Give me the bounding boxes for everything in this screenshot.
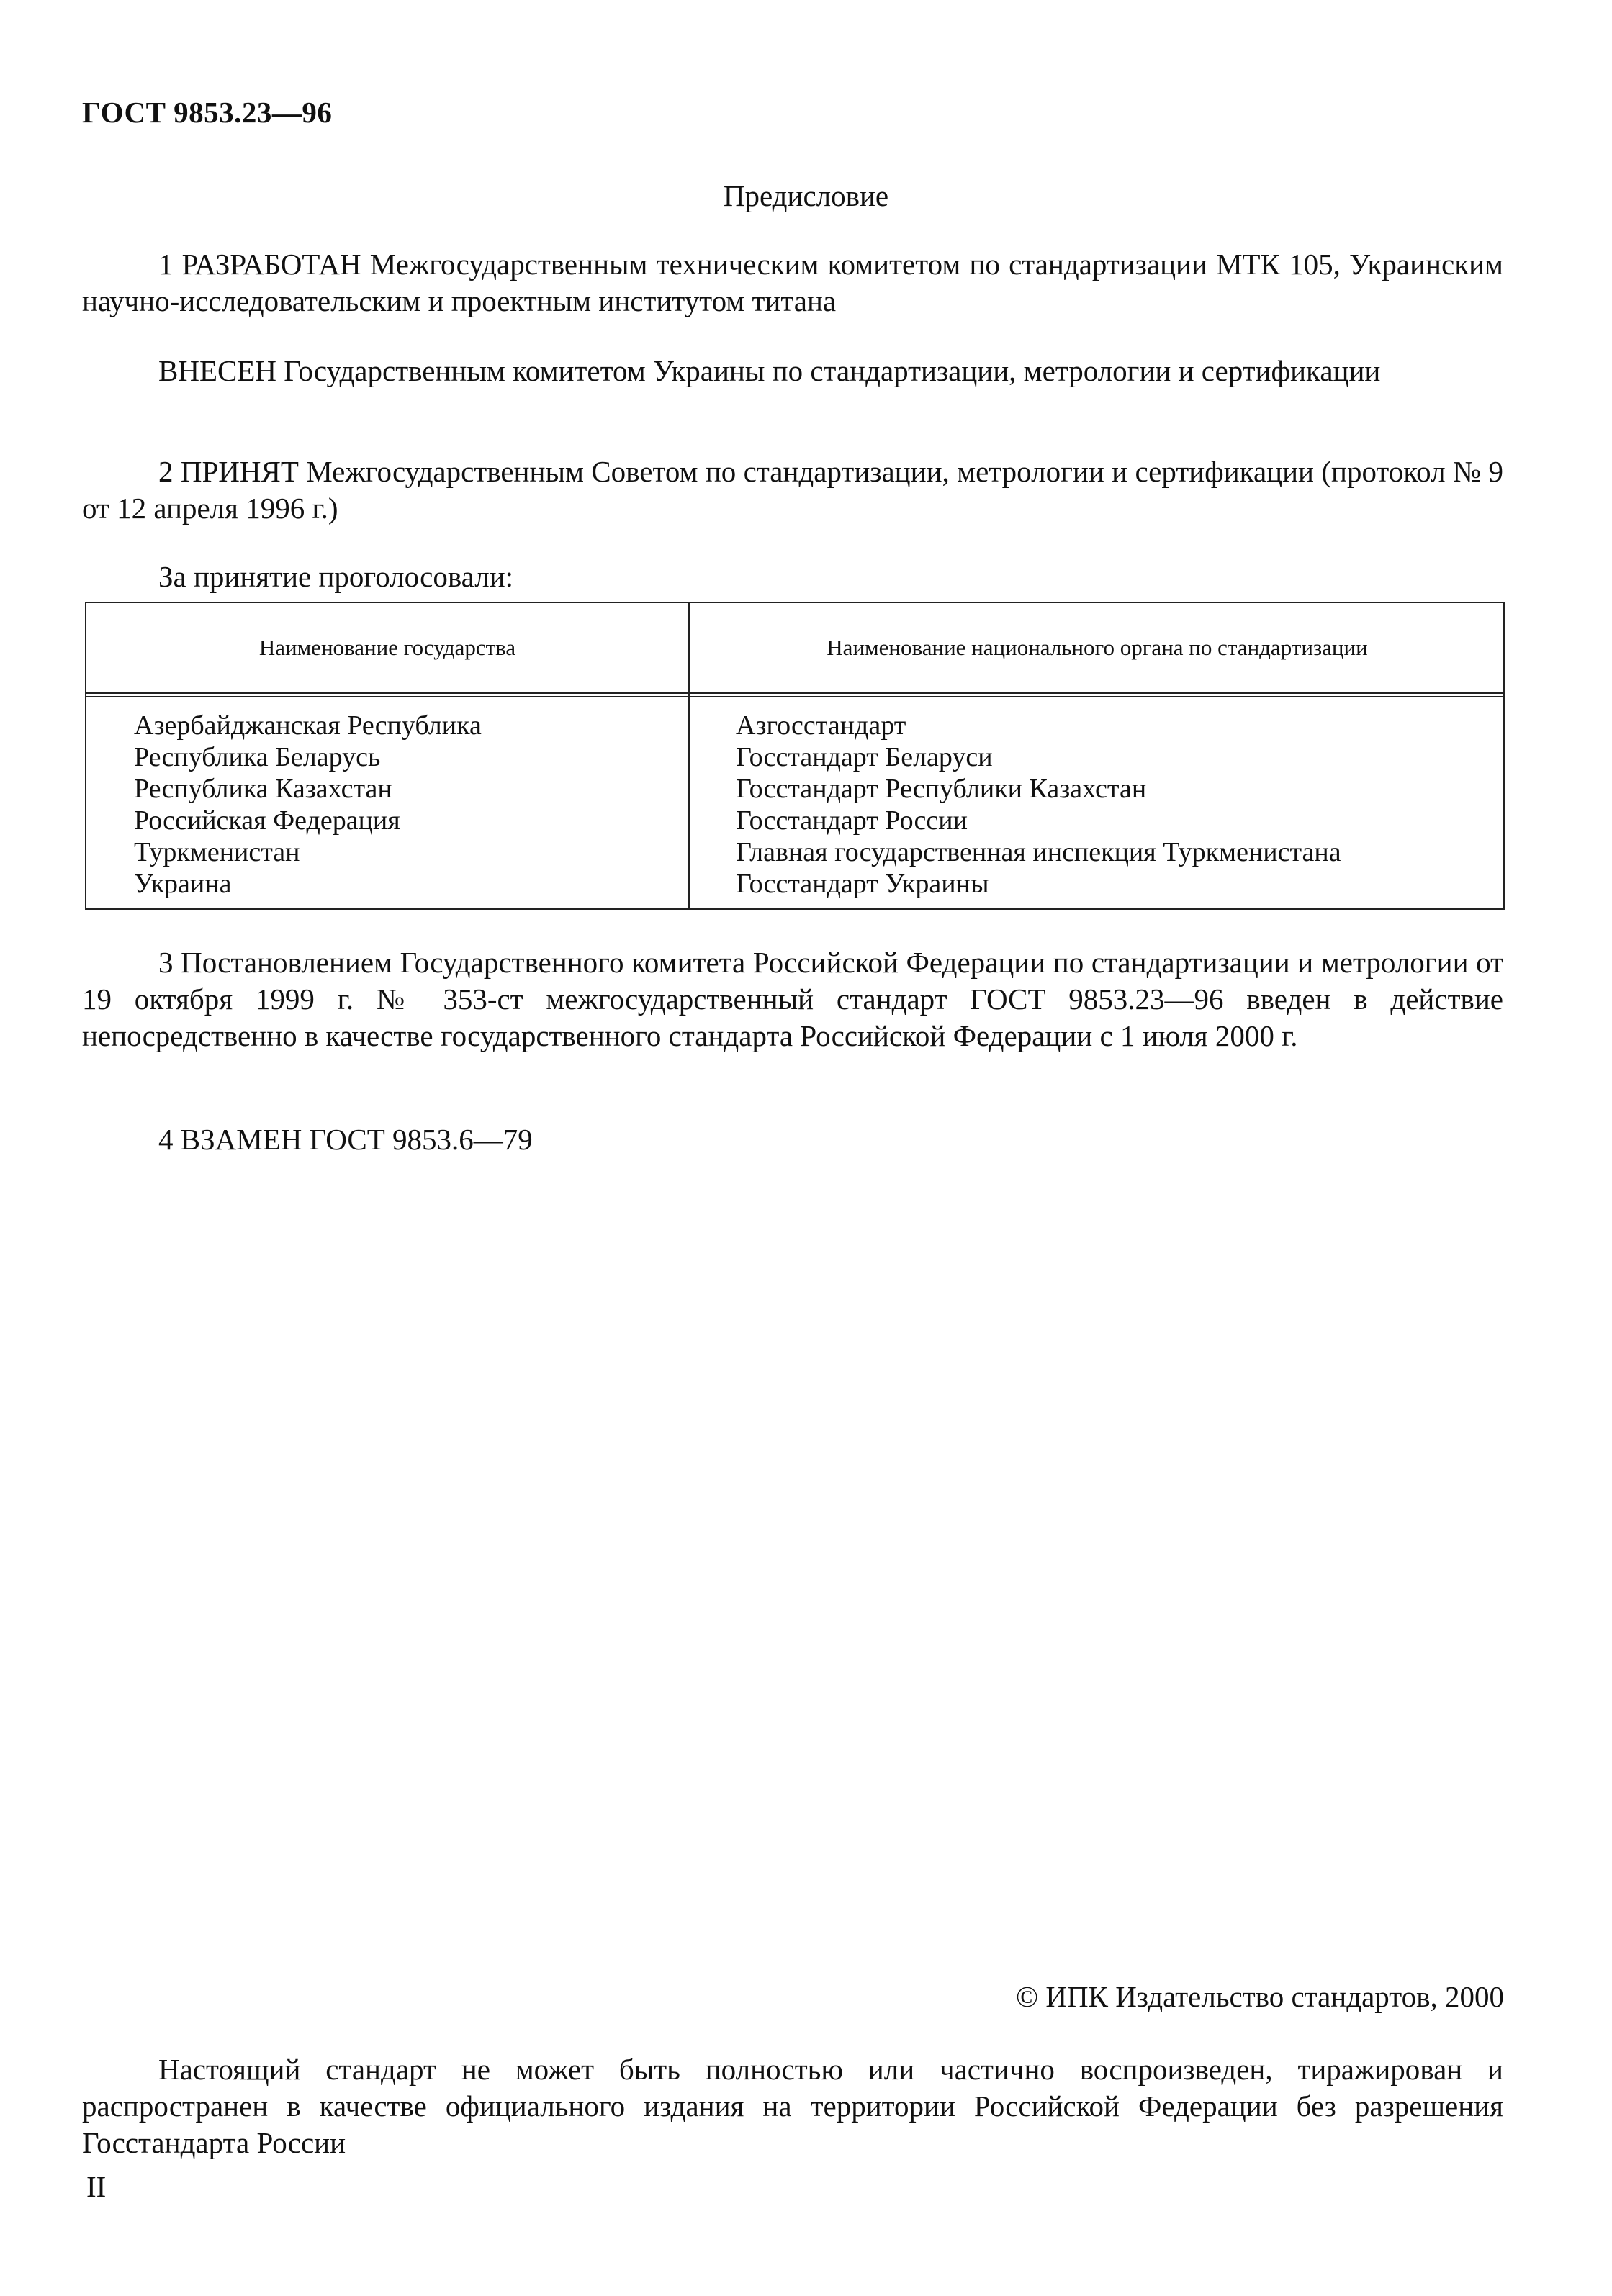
table-cell: Госстандарт Республики Казахстан bbox=[736, 774, 1147, 804]
table-cell: Туркменистан bbox=[134, 837, 300, 867]
table-cell: Республика Казахстан bbox=[134, 774, 392, 804]
table-header-state: Наименование государства bbox=[258, 635, 516, 660]
paragraph-adopted: 2 ПРИНЯТ Межгосударственным Советом по стандартизации, метрологии и сертификации (протокол № 9 от 12 апреля 1996 г.) bbox=[82, 455, 1503, 525]
paragraph-resolution: 3 Постановлением Государственного комитета Российской Федерации по стандартизации и метрологии от 19 октября 1999 г. № 353-ст межгосударственный стандарт ГОСТ 9853.23—96 введен в действие непосредственно в качестве государственного стандарта Российской Федерации с 1 июля 2000 г. bbox=[82, 946, 1503, 1052]
table-header-body: Наименование национального органа по стандартизации bbox=[827, 635, 1368, 660]
paragraph-developed: 1 РАЗРАБОТАН Межгосударственным техническим комитетом по стандартизации МТК 105, Украинским научно-исследовательским и проектным институтом титана bbox=[82, 248, 1503, 317]
table-cell: Азгосстандарт bbox=[736, 710, 906, 741]
table-column-states bbox=[134, 710, 482, 900]
section-title: Предисловие bbox=[723, 179, 889, 212]
paragraph-replaces: 4 ВЗАМЕН ГОСТ 9853.6—79 bbox=[158, 1123, 533, 1156]
table-column-bodies bbox=[736, 710, 1341, 900]
table-cell: Главная государственная инспекция Туркменистана bbox=[736, 837, 1341, 867]
paragraph-voted: За принятие проголосовали: bbox=[158, 560, 514, 593]
table-cell: Азербайджанская Республика bbox=[134, 710, 482, 741]
voting-table bbox=[85, 602, 1505, 910]
document-code: ГОСТ 9853.23—96 bbox=[82, 96, 333, 129]
table-header-divider bbox=[86, 692, 1503, 697]
page-number: II bbox=[86, 2170, 107, 2203]
table-cell: Госстандарт России bbox=[736, 805, 968, 836]
copyright-line: © ИПК Издательство стандартов, 2000 bbox=[1015, 1980, 1504, 2013]
reproduction-notice: Настоящий стандарт не может быть полностью или частично воспроизведен, тиражирован и распространен в качестве официального издания на территории Российской Федерации без разрешения Госстандарта России bbox=[82, 2053, 1503, 2159]
table-cell: Госстандарт Украины bbox=[736, 869, 989, 899]
paragraph-introduced: ВНЕСЕН Государственным комитетом Украины по стандартизации, метрологии и сертификации bbox=[158, 354, 1381, 387]
table-cell: Госстандарт Беларуси bbox=[736, 742, 993, 772]
table-cell: Российская Федерация bbox=[134, 805, 400, 836]
table-cell: Украина bbox=[134, 869, 232, 899]
table-cell: Республика Беларусь bbox=[134, 742, 381, 772]
